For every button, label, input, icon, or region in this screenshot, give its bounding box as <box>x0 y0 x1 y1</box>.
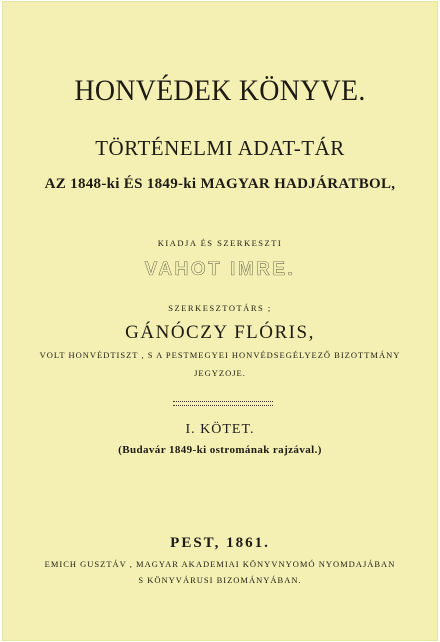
subtitle-line-1: TÖRTÉNELMI ADAT-TÁR <box>95 136 345 160</box>
main-title: HONVÉDEK KÖNYVE. <box>74 74 366 107</box>
coeditor-description-line-2: JEGYZOJE. <box>194 368 246 378</box>
subtitle-line-2: AZ 1848-ki ÉS 1849-ki MAGYAR HADJÁRATBOL, <box>44 176 396 192</box>
volume-number: I. KÖTET. <box>185 422 255 437</box>
coeditor-label: SZERKESZTOTÁRS ; <box>168 303 272 313</box>
publisher-label: KIADJA ÉS SZERKESZTI <box>157 238 283 248</box>
editor-name: VAHOT IMRE. <box>144 259 296 280</box>
coeditor-name: GÁNÓCZY FLÓRIS, <box>125 322 315 343</box>
printer-line-2: S KÖNYVÁRUSI BIZOMÁNYÁBAN. <box>138 575 302 585</box>
ornamental-divider <box>173 401 273 406</box>
place-and-date: PEST, 1861. <box>170 535 270 551</box>
coeditor-description-line-1: VOLT HONVÉDTISZT , S A PESTMEGYEI HONVÉDSEGÉLYEZŐ BIZOTTMÁNY <box>39 350 401 360</box>
title-page <box>3 2 437 640</box>
volume-subtitle: (Budavár 1849-ki ostromának rajzával.) <box>118 444 322 456</box>
printer-line-1: EMICH GUSZTÁV , MAGYAR AKADEMIAI KÖNYVNYOMÓ NYOMDAJÁBAN <box>44 559 396 569</box>
